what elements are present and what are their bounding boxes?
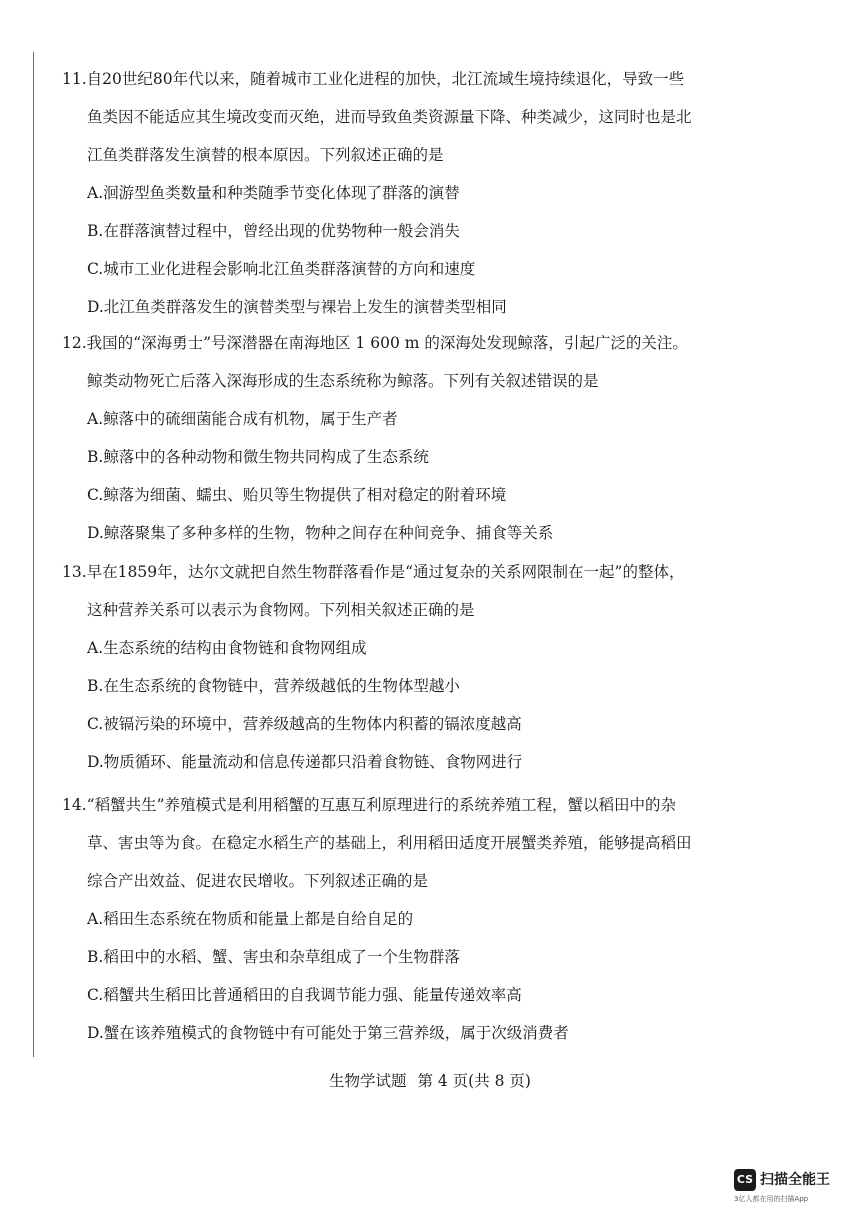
option-c: C.城市工业化进程会影响北江鱼类群落演替的方向和速度 — [87, 260, 476, 278]
question-stem-line — [62, 324, 752, 362]
watermark-title: 扫描全能王 — [760, 1172, 830, 1188]
option-d: D.物质循环、能量流动和信息传递都只沿着食物链、食物网进行 — [87, 753, 523, 771]
question-stem-line: 江鱼类群落发生演替的根本原因。下列叙述正确的是 — [87, 146, 444, 164]
question-stem-line: 综合产出效益、促进农民增收。下列叙述正确的是 — [87, 872, 429, 890]
option-c: C.稻蟹共生稻田比普通稻田的自我调节能力强、能量传递效率高 — [87, 986, 522, 1004]
question-number: 11. — [62, 70, 87, 88]
question-number: 13. — [62, 563, 87, 581]
question-stem-line — [62, 786, 752, 824]
question-14 — [62, 786, 752, 1052]
option-a: A.洄游型鱼类数量和种类随季节变化体现了群落的演替 — [87, 184, 460, 202]
option-d: D.鲸落聚集了多种多样的生物，物种之间存在种间竞争、捕食等关系 — [87, 524, 554, 542]
question-11 — [62, 60, 752, 326]
question-stem-line — [62, 60, 752, 98]
question-stem-line: 鲸类动物死亡后落入深海形成的生态系统称为鲸落。下列有关叙述错误的是 — [87, 372, 599, 390]
option-d: D.蟹在该养殖模式的食物链中有可能处于第三营养级，属于次级消费者 — [87, 1024, 569, 1042]
question-stem-line: 草、害虫等为食。在稳定水稻生产的基础上，利用稻田适度开展蟹类养殖，能够提高稻田 — [87, 834, 692, 852]
option-a: A.鲸落中的硫细菌能合成有机物，属于生产者 — [87, 410, 398, 428]
question-stem-text: 早在1859年，达尔文就把自然生物群落看作是“通过复杂的关系网限制在一起”的整体， — [86, 563, 685, 581]
option-a: A.生态系统的结构由食物链和食物网组成 — [87, 639, 367, 657]
option-a: A.稻田生态系统在物质和能量上都是自给自足的 — [87, 910, 414, 928]
watermark-subtitle: 3亿人都在用的扫描App — [734, 1195, 809, 1203]
question-stem-text: “稻蟹共生”养殖模式是利用稻蟹的互惠互利原理进行的系统养殖工程，蟹以稻田中的杂 — [86, 796, 677, 814]
option-b: B.在生态系统的食物链中，营养级越低的生物体型越小 — [87, 677, 460, 695]
question-number: 14. — [62, 796, 87, 814]
question-number: 12. — [62, 334, 87, 352]
option-b: B.稻田中的水稻、蟹、害虫和杂草组成了一个生物群落 — [87, 948, 460, 966]
scanner-watermark — [734, 1167, 844, 1207]
page-footer — [0, 1071, 860, 1091]
question-stem-text: 我国的“深海勇士”号深潜器在南海地区 1 600 m 的深海处发现鲸落，引起广泛的关注。 — [86, 334, 688, 352]
question-stem-line: 鱼类因不能适应其生境改变而灭绝，进而导致鱼类资源量下降、种类减少，这同时也是北 — [87, 108, 692, 126]
option-b: B.在群落演替过程中，曾经出现的优势物种一般会消失 — [87, 222, 460, 240]
question-13 — [62, 553, 752, 781]
binding-margin-line — [33, 52, 34, 1057]
option-c: C.鲸落为细菌、蠕虫、贻贝等生物提供了相对稳定的附着环境 — [87, 486, 507, 504]
question-stem-text: 自20世纪80年代以来，随着城市工业化进程的加快，北江流域生境持续退化，导致一些 — [86, 70, 685, 88]
option-d: D.北江鱼类群落发生的演替类型与裸岩上发生的演替类型相同 — [87, 298, 507, 316]
question-12 — [62, 324, 752, 552]
camscanner-logo-icon: CS — [734, 1169, 756, 1191]
footer-page-number: 第 4 页(共 8 页) — [417, 1072, 531, 1090]
question-stem-line: 这种营养关系可以表示为食物网。下列相关叙述正确的是 — [87, 601, 475, 619]
option-c: C.被镉污染的环境中，营养级越高的生物体内积蓄的镉浓度越高 — [87, 715, 522, 733]
option-b: B.鲸落中的各种动物和微生物共同构成了生态系统 — [87, 448, 429, 466]
footer-subject: 生物学试题 — [329, 1072, 407, 1090]
question-stem-line — [62, 553, 752, 591]
